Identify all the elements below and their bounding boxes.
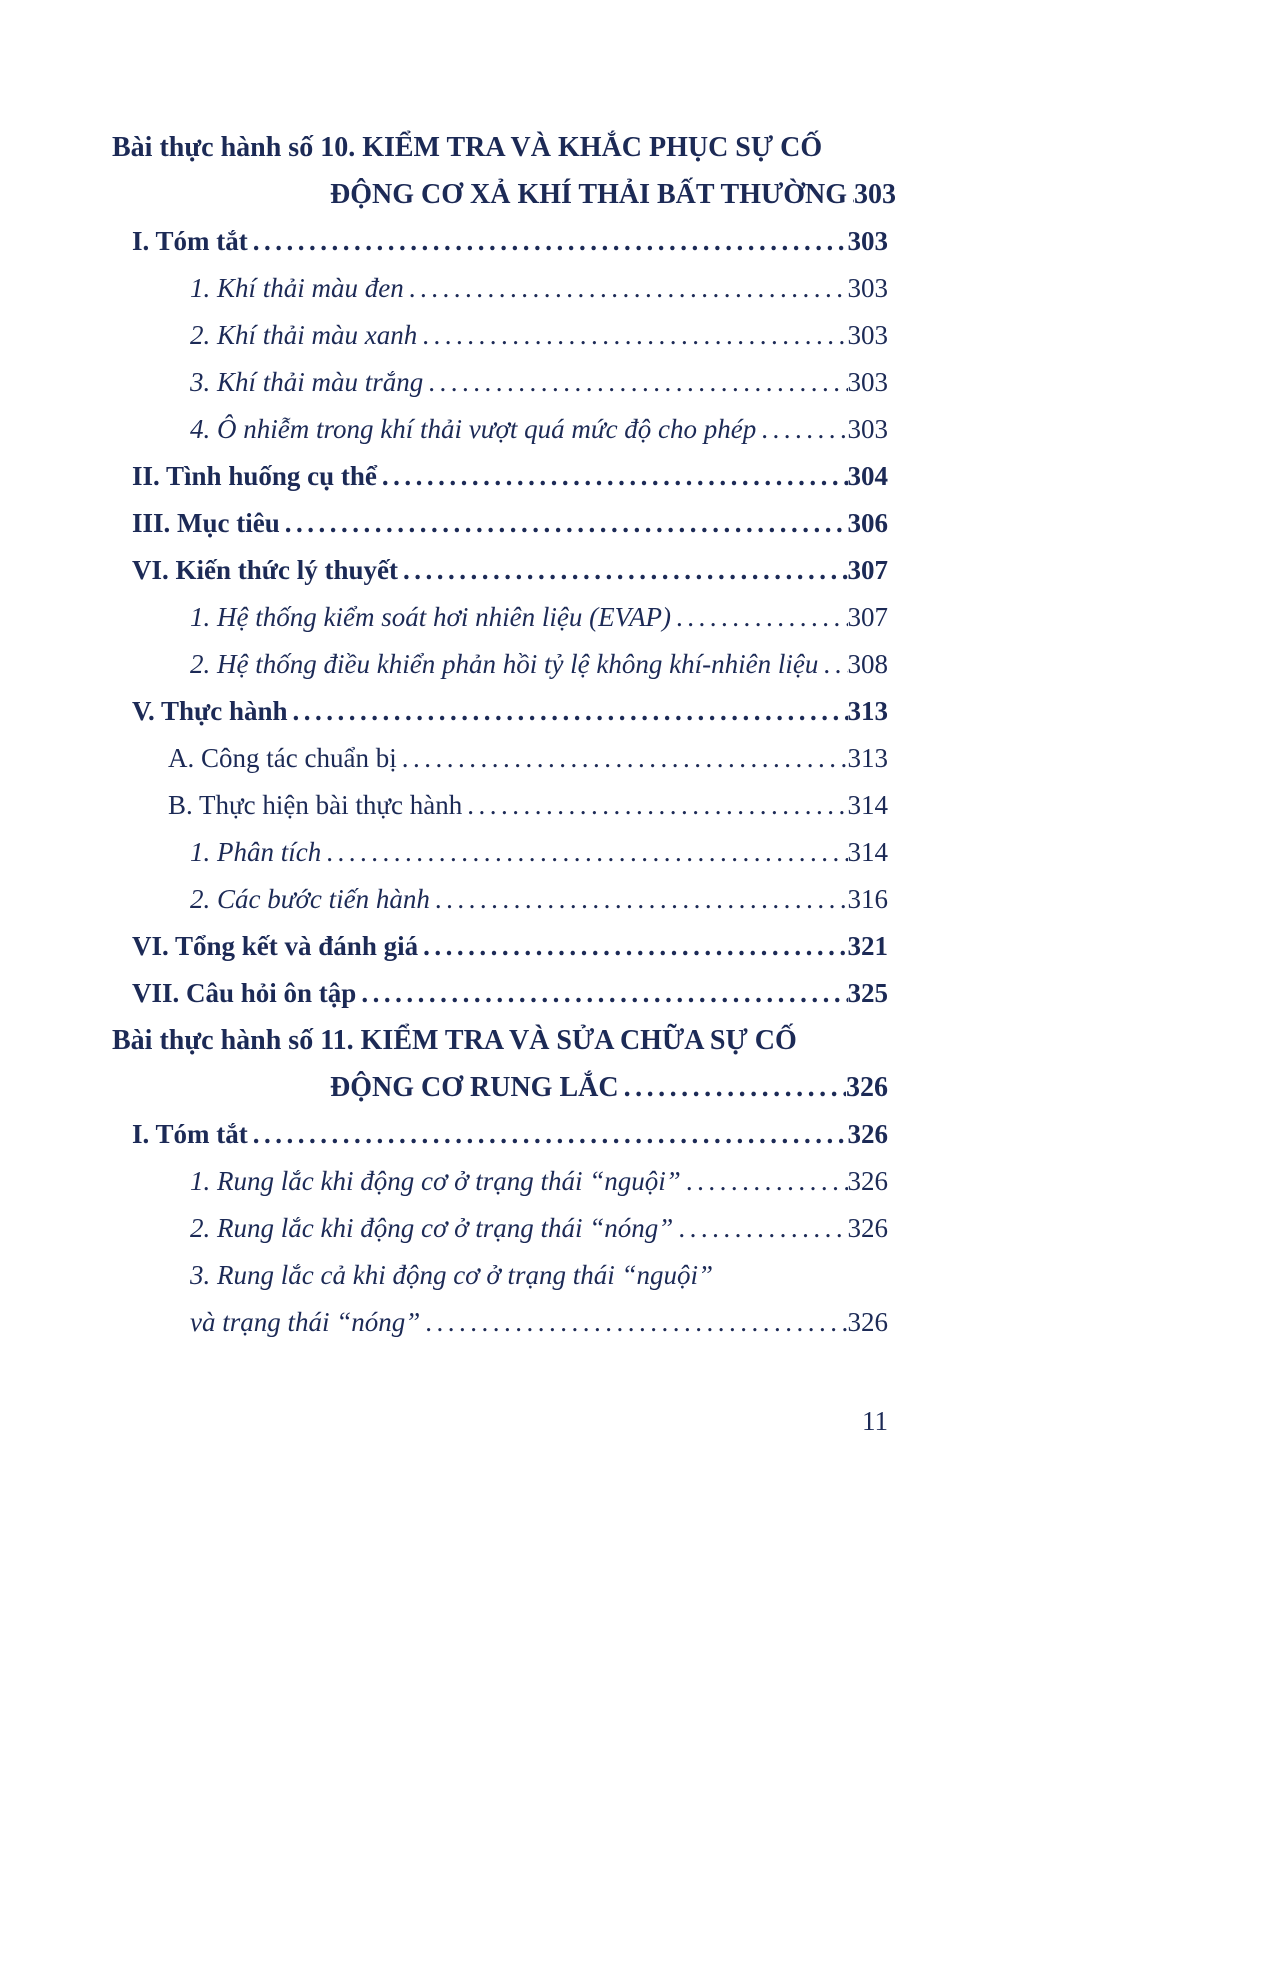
- toc-entry-sub-line1: [190, 1252, 888, 1299]
- dot-leader: [397, 735, 848, 782]
- toc-entry-sub-line2: [190, 1299, 888, 1346]
- toc-entry-page: 308: [847, 649, 888, 679]
- toc-entry-section: [132, 547, 888, 594]
- toc-entry-page: 326: [847, 1213, 888, 1243]
- dot-leader: [288, 688, 848, 735]
- toc-entry-page: 326: [846, 1072, 888, 1103]
- toc-entry-page: 303: [847, 414, 888, 444]
- toc-entry-sub: [190, 265, 888, 312]
- toc-entry-sub: [190, 641, 888, 688]
- toc-entry-label: VI. Tổng kết và đánh giá: [132, 931, 419, 961]
- toc-entry-section: [132, 970, 888, 1017]
- dot-leader: [404, 265, 848, 312]
- toc-entry-label: 4. Ô nhiễm trong khí thải vượt quá mức độ cho phép: [190, 414, 757, 444]
- dot-leader: [377, 453, 848, 500]
- toc-entry-page: 314: [847, 790, 888, 820]
- toc-entry-page: 306: [847, 508, 888, 538]
- toc-entry-sub: [190, 876, 888, 923]
- toc-entry-page: 303: [847, 367, 888, 397]
- toc-entry-page: 325: [847, 978, 888, 1008]
- toc-entry-section: [132, 500, 888, 547]
- toc-entry-page: 304: [847, 461, 888, 491]
- toc-entry-chapter10-line1: [112, 124, 888, 171]
- toc-entry-label: 1. Hệ thống kiểm soát hơi nhiên liệu (EVAP): [190, 602, 672, 632]
- toc-entry-label: A. Công tác chuẩn bị: [168, 743, 397, 773]
- toc-entry-section: [132, 1111, 888, 1158]
- toc-entry-page: 303: [847, 320, 888, 350]
- dot-leader: [248, 218, 848, 265]
- toc-entry-section: [132, 923, 888, 970]
- dot-leader: [619, 1064, 846, 1111]
- dot-leader: [321, 829, 847, 876]
- toc-entry-section: [132, 453, 888, 500]
- toc-entry-page: 307: [847, 602, 888, 632]
- toc-entry-item: [168, 782, 888, 829]
- toc-entry-sub: [190, 829, 888, 876]
- dot-leader: [681, 1158, 848, 1205]
- toc-entry-item: [168, 735, 888, 782]
- toc-entry-label: I. Tóm tắt: [132, 226, 248, 256]
- dot-leader: [756, 406, 847, 453]
- toc-entry-label: III. Mục tiêu: [132, 508, 280, 538]
- toc-entry-sub: [190, 312, 888, 359]
- toc-entry-label: Bài thực hành số 11. KIỂM TRA VÀ SỬA CHỮA SỰ CỐ: [112, 1025, 797, 1056]
- toc-entry-page: 303: [847, 226, 888, 256]
- toc-entry-chapter10-line2: [330, 171, 897, 218]
- dot-leader: [671, 594, 847, 641]
- toc-entry-chapter11-line1: [112, 1017, 888, 1064]
- toc-entry-page: 313: [847, 696, 888, 726]
- toc-entry-label: 2. Các bước tiến hành: [190, 884, 430, 914]
- toc-entry-page: 307: [847, 555, 888, 585]
- toc-entry-label: 1. Phân tích: [190, 837, 322, 867]
- toc-entry-sub: [190, 1158, 888, 1205]
- toc-entry-label: ĐỘNG CƠ XẢ KHÍ THẢI BẤT THƯỜNG: [330, 179, 848, 210]
- dot-leader: [430, 876, 848, 923]
- toc-entry-label: 1. Khí thải màu đen: [190, 273, 404, 303]
- dot-leader: [418, 923, 847, 970]
- toc-entry-page: 316: [847, 884, 888, 914]
- toc-entry-sub: [190, 594, 888, 641]
- dot-leader: [462, 782, 847, 829]
- toc-entry-section: [132, 688, 888, 735]
- toc-entry-page: 314: [847, 837, 888, 867]
- dot-leader: [356, 970, 847, 1017]
- dot-leader: [673, 1205, 847, 1252]
- dot-leader: [847, 171, 854, 218]
- toc-entry-page: 326: [847, 1119, 888, 1149]
- toc-entry-label: 3. Rung lắc cả khi động cơ ở trạng thái “nguội”: [190, 1260, 714, 1290]
- toc-entry-label: 2. Hệ thống điều khiển phản hồi tỷ lệ không khí-nhiên liệu: [190, 649, 819, 679]
- dot-leader: [248, 1111, 848, 1158]
- toc-entry-section: [132, 218, 888, 265]
- toc-entry-label: B. Thực hiện bài thực hành: [168, 790, 463, 820]
- toc-entry-label: ĐỘNG CƠ RUNG LẮC: [330, 1072, 619, 1103]
- toc-entry-label: II. Tình huống cụ thể: [132, 461, 377, 491]
- toc-entry-page: 303: [854, 179, 897, 210]
- toc-entry-page: 321: [847, 931, 888, 961]
- toc-entry-sub: [190, 359, 888, 406]
- toc-entry-label: 1. Rung lắc khi động cơ ở trạng thái “nguội”: [190, 1166, 681, 1196]
- toc-entry-page: 326: [847, 1166, 888, 1196]
- toc-entry-chapter11-line2: [330, 1064, 888, 1111]
- dot-leader: [423, 359, 847, 406]
- toc-entry-page: 303: [847, 273, 888, 303]
- toc-entry-label: và trạng thái “nóng”: [190, 1307, 421, 1337]
- toc-entry-page: 326: [847, 1307, 888, 1337]
- toc-entry-label: Bài thực hành số 10. KIỂM TRA VÀ KHẮC PHỤC SỰ CỐ: [112, 132, 823, 163]
- toc-entry-label: VII. Câu hỏi ôn tập: [132, 978, 357, 1008]
- toc-entry-label: V. Thực hành: [132, 696, 288, 726]
- toc-entry-label: 3. Khí thải màu trắng: [190, 367, 424, 397]
- dot-leader: [417, 312, 847, 359]
- dot-leader: [398, 547, 848, 594]
- table-of-contents: [112, 124, 897, 1346]
- page-number-folio: 11: [862, 1406, 888, 1436]
- dot-leader: [420, 1299, 847, 1346]
- toc-entry-label: I. Tóm tắt: [132, 1119, 248, 1149]
- dot-leader: [818, 641, 847, 688]
- toc-entry-label: 2. Khí thải màu xanh: [190, 320, 418, 350]
- toc-entry-page: 313: [847, 743, 888, 773]
- toc-entry-sub: [190, 1205, 888, 1252]
- toc-entry-sub: [190, 406, 888, 453]
- toc-entry-label: VI. Kiến thức lý thuyết: [132, 555, 398, 585]
- dot-leader: [280, 500, 848, 547]
- toc-entry-label: 2. Rung lắc khi động cơ ở trạng thái “nóng”: [190, 1213, 674, 1243]
